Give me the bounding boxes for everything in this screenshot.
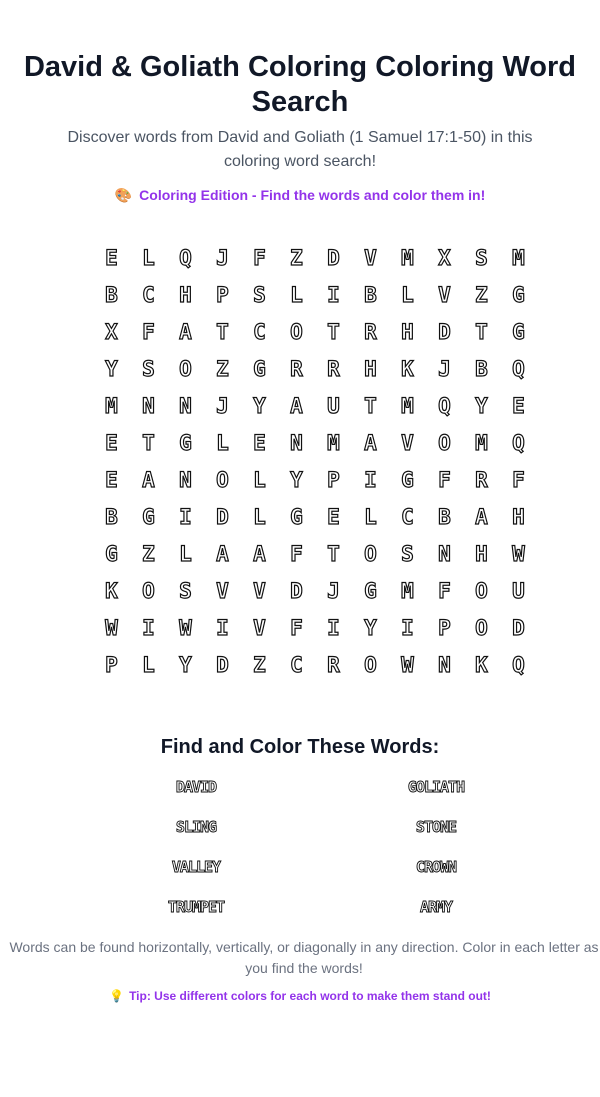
grid-cell[interactable]: R (327, 652, 340, 677)
grid-cell[interactable]: H (475, 541, 488, 566)
grid-cell[interactable]: N (290, 430, 303, 455)
tip-text: Tip: Use different colors for each word to make them stand out! (129, 989, 491, 1003)
grid-cell[interactable]: A (290, 393, 303, 418)
grid-cell[interactable]: V (253, 578, 266, 603)
word-list-item: VALLEY (171, 858, 221, 876)
grid-cell[interactable]: O (364, 652, 377, 677)
grid-cell[interactable]: C (290, 652, 303, 677)
grid-cell[interactable]: A (475, 504, 488, 529)
grid-cell[interactable]: T (327, 541, 340, 566)
grid-cell[interactable]: M (512, 245, 525, 270)
grid-cell[interactable]: Q (438, 393, 451, 418)
grid-cell[interactable]: O (438, 430, 451, 455)
grid-cell[interactable]: V (364, 245, 377, 270)
grid-cell[interactable]: D (512, 615, 525, 640)
grid-cell[interactable]: R (290, 356, 303, 381)
grid-cell[interactable]: A (179, 319, 192, 344)
grid-cell[interactable]: D (216, 504, 229, 529)
grid-cell[interactable]: L (142, 245, 155, 270)
grid-cell[interactable]: P (327, 467, 340, 492)
grid-cell[interactable]: J (327, 578, 340, 603)
grid-cell[interactable]: A (142, 467, 155, 492)
grid-cell[interactable]: L (216, 430, 229, 455)
lightbulb-icon: 💡 (109, 989, 125, 1003)
grid-cell[interactable]: H (512, 504, 525, 529)
grid-cell[interactable]: Y (253, 393, 266, 418)
word-list-title: Find and Color These Words: (160, 736, 440, 758)
grid-cell[interactable]: E (105, 467, 118, 492)
grid-cell[interactable]: V (253, 615, 266, 640)
grid-cell[interactable]: Q (512, 430, 525, 455)
grid-cell[interactable]: Q (512, 652, 525, 677)
palette-icon: 🎨 (114, 187, 133, 203)
grid-cell[interactable]: A (253, 541, 266, 566)
grid-cell[interactable]: O (475, 615, 488, 640)
grid-cell[interactable]: X (438, 245, 451, 270)
grid-cell[interactable]: V (401, 430, 414, 455)
grid-cell[interactable]: Q (179, 245, 192, 270)
grid-cell[interactable]: E (327, 504, 340, 529)
word-list-item: DAVID (175, 778, 217, 796)
grid-cell[interactable]: L (253, 504, 266, 529)
grid-cell[interactable]: G (512, 319, 525, 344)
grid-cell[interactable]: D (216, 652, 229, 677)
grid-cell[interactable]: Z (216, 356, 229, 381)
grid-cell[interactable]: U (512, 578, 525, 603)
grid-cell[interactable]: I (142, 615, 155, 640)
grid-cell[interactable]: H (179, 282, 192, 307)
grid-cell[interactable]: M (327, 430, 340, 455)
grid-cell[interactable]: E (105, 245, 118, 270)
grid-cell[interactable]: I (364, 467, 377, 492)
grid-cell[interactable]: S (253, 282, 266, 307)
grid-cell[interactable]: S (179, 578, 192, 603)
grid-cell[interactable]: P (105, 652, 118, 677)
grid-cell[interactable]: H (401, 319, 414, 344)
grid-cell[interactable]: O (179, 356, 192, 381)
grid-cell[interactable]: I (179, 504, 192, 529)
word-list-item: CROWN (415, 858, 457, 876)
word-list (76, 773, 600, 933)
grid-cell[interactable]: Z (253, 652, 266, 677)
grid-cell[interactable]: Q (512, 356, 525, 381)
grid-cell[interactable]: U (327, 393, 340, 418)
grid-cell[interactable]: L (401, 282, 414, 307)
grid-cell[interactable]: A (216, 541, 229, 566)
grid-cell[interactable]: L (364, 504, 377, 529)
grid-cell[interactable]: C (253, 319, 266, 344)
grid-cell[interactable]: R (327, 356, 340, 381)
grid-cell[interactable]: N (179, 393, 192, 418)
grid-cell[interactable]: F (438, 578, 451, 603)
grid-cell[interactable]: Y (179, 652, 192, 677)
letter-grid (93, 239, 600, 683)
grid-cell[interactable]: X (105, 319, 118, 344)
grid-cell[interactable]: F (512, 467, 525, 492)
page-title: David & Goliath Coloring Coloring Word Search (23, 51, 577, 118)
grid-cell[interactable]: W (105, 615, 118, 640)
tip-banner (0, 987, 600, 1005)
grid-cell[interactable]: T (475, 319, 488, 344)
grid-cell[interactable]: M (475, 430, 488, 455)
grid-cell[interactable]: J (438, 356, 451, 381)
edition-text: Coloring Edition - Find the words and color them in! (139, 187, 486, 203)
grid-cell[interactable]: P (216, 282, 229, 307)
grid-cell[interactable]: O (216, 467, 229, 492)
grid-cell[interactable]: R (475, 467, 488, 492)
grid-cell[interactable]: O (142, 578, 155, 603)
grid-cell[interactable]: R (364, 319, 377, 344)
grid-cell[interactable]: N (438, 541, 451, 566)
word-list-item: SLING (175, 818, 217, 836)
grid-cell[interactable]: N (142, 393, 155, 418)
grid-cell[interactable]: H (364, 356, 377, 381)
grid-cell[interactable]: L (142, 652, 155, 677)
grid-cell[interactable]: B (105, 504, 118, 529)
grid-cell[interactable]: O (475, 578, 488, 603)
grid-cell[interactable]: W (401, 652, 414, 677)
instructions-text: Words can be found horizontally, vertically, or diagonally in any direction. Color in each letter as you find the words! (9, 939, 599, 976)
grid-cell[interactable]: D (327, 245, 340, 270)
grid-cell[interactable]: Y (475, 393, 488, 418)
grid-cell[interactable]: F (253, 245, 266, 270)
grid-cell[interactable]: B (438, 504, 451, 529)
word-list-item: TRUMPET (167, 898, 225, 916)
word-list-item: ARMY (419, 898, 453, 916)
grid-cell[interactable]: Z (475, 282, 488, 307)
worksheet-page (0, 50, 600, 1005)
grid-cell[interactable]: Z (142, 541, 155, 566)
word-list-item: STONE (415, 818, 457, 836)
grid-cell[interactable]: T (216, 319, 229, 344)
grid-cell[interactable]: M (401, 245, 414, 270)
grid-cell[interactable]: L (253, 467, 266, 492)
grid-cell[interactable]: W (512, 541, 525, 566)
grid-cell[interactable]: E (253, 430, 266, 455)
grid-cell[interactable]: G (179, 430, 192, 455)
grid-cell[interactable]: I (327, 282, 340, 307)
grid-cell[interactable]: I (216, 615, 229, 640)
grid-cell[interactable]: G (105, 541, 118, 566)
grid-cell[interactable]: E (512, 393, 525, 418)
grid-cell[interactable]: A (364, 430, 377, 455)
grid-cell[interactable]: F (142, 319, 155, 344)
grid-cell[interactable]: M (401, 578, 414, 603)
grid-cell[interactable]: J (216, 245, 229, 270)
grid-cell[interactable]: S (142, 356, 155, 381)
grid-cell[interactable]: G (142, 504, 155, 529)
grid-cell[interactable]: T (142, 430, 155, 455)
grid-cell[interactable]: V (216, 578, 229, 603)
grid-cell[interactable]: G (290, 504, 303, 529)
grid-cell[interactable]: D (438, 319, 451, 344)
grid-cell[interactable]: P (438, 615, 451, 640)
grid-cell[interactable]: O (290, 319, 303, 344)
grid-cell[interactable]: F (290, 541, 303, 566)
word-list-item: GOLIATH (407, 778, 465, 796)
grid-cell[interactable]: Y (290, 467, 303, 492)
grid-cell[interactable]: T (327, 319, 340, 344)
grid-cell[interactable]: S (401, 541, 414, 566)
grid-cell[interactable]: B (364, 282, 377, 307)
grid-cell[interactable]: O (364, 541, 377, 566)
grid-cell[interactable]: B (105, 282, 118, 307)
grid-cell[interactable]: W (179, 615, 192, 640)
grid-cell[interactable]: C (401, 504, 414, 529)
grid-cell[interactable]: G (401, 467, 414, 492)
page-subtitle: Discover words from David and Goliath (1 Samuel 17:1-50) in this coloring word search! (67, 129, 533, 170)
grid-cell[interactable]: L (179, 541, 192, 566)
grid-cell[interactable]: I (327, 615, 340, 640)
edition-banner (0, 185, 600, 205)
grid-cell[interactable]: D (290, 578, 303, 603)
grid-cell[interactable]: E (105, 430, 118, 455)
grid-cell[interactable]: Y (364, 615, 377, 640)
grid-cell[interactable]: S (475, 245, 488, 270)
grid-cell[interactable]: F (290, 615, 303, 640)
grid-cell[interactable]: V (438, 282, 451, 307)
grid-cell[interactable]: G (512, 282, 525, 307)
grid-cell[interactable]: K (105, 578, 118, 603)
grid-cell[interactable]: B (475, 356, 488, 381)
grid-cell[interactable]: K (475, 652, 488, 677)
grid-cell[interactable]: N (179, 467, 192, 492)
grid-cell[interactable]: T (364, 393, 377, 418)
grid-cell[interactable]: K (401, 356, 414, 381)
grid-cell[interactable]: J (216, 393, 229, 418)
grid-cell[interactable]: L (290, 282, 303, 307)
grid-cell[interactable]: G (253, 356, 266, 381)
grid-cell[interactable]: G (364, 578, 377, 603)
grid-cell[interactable]: Z (290, 245, 303, 270)
grid-cell[interactable]: M (105, 393, 118, 418)
grid-cell[interactable]: M (401, 393, 414, 418)
grid-cell[interactable]: I (401, 615, 414, 640)
grid-cell[interactable]: F (438, 467, 451, 492)
grid-cell[interactable]: N (438, 652, 451, 677)
grid-cell[interactable]: Y (105, 356, 118, 381)
grid-cell[interactable]: C (142, 282, 155, 307)
